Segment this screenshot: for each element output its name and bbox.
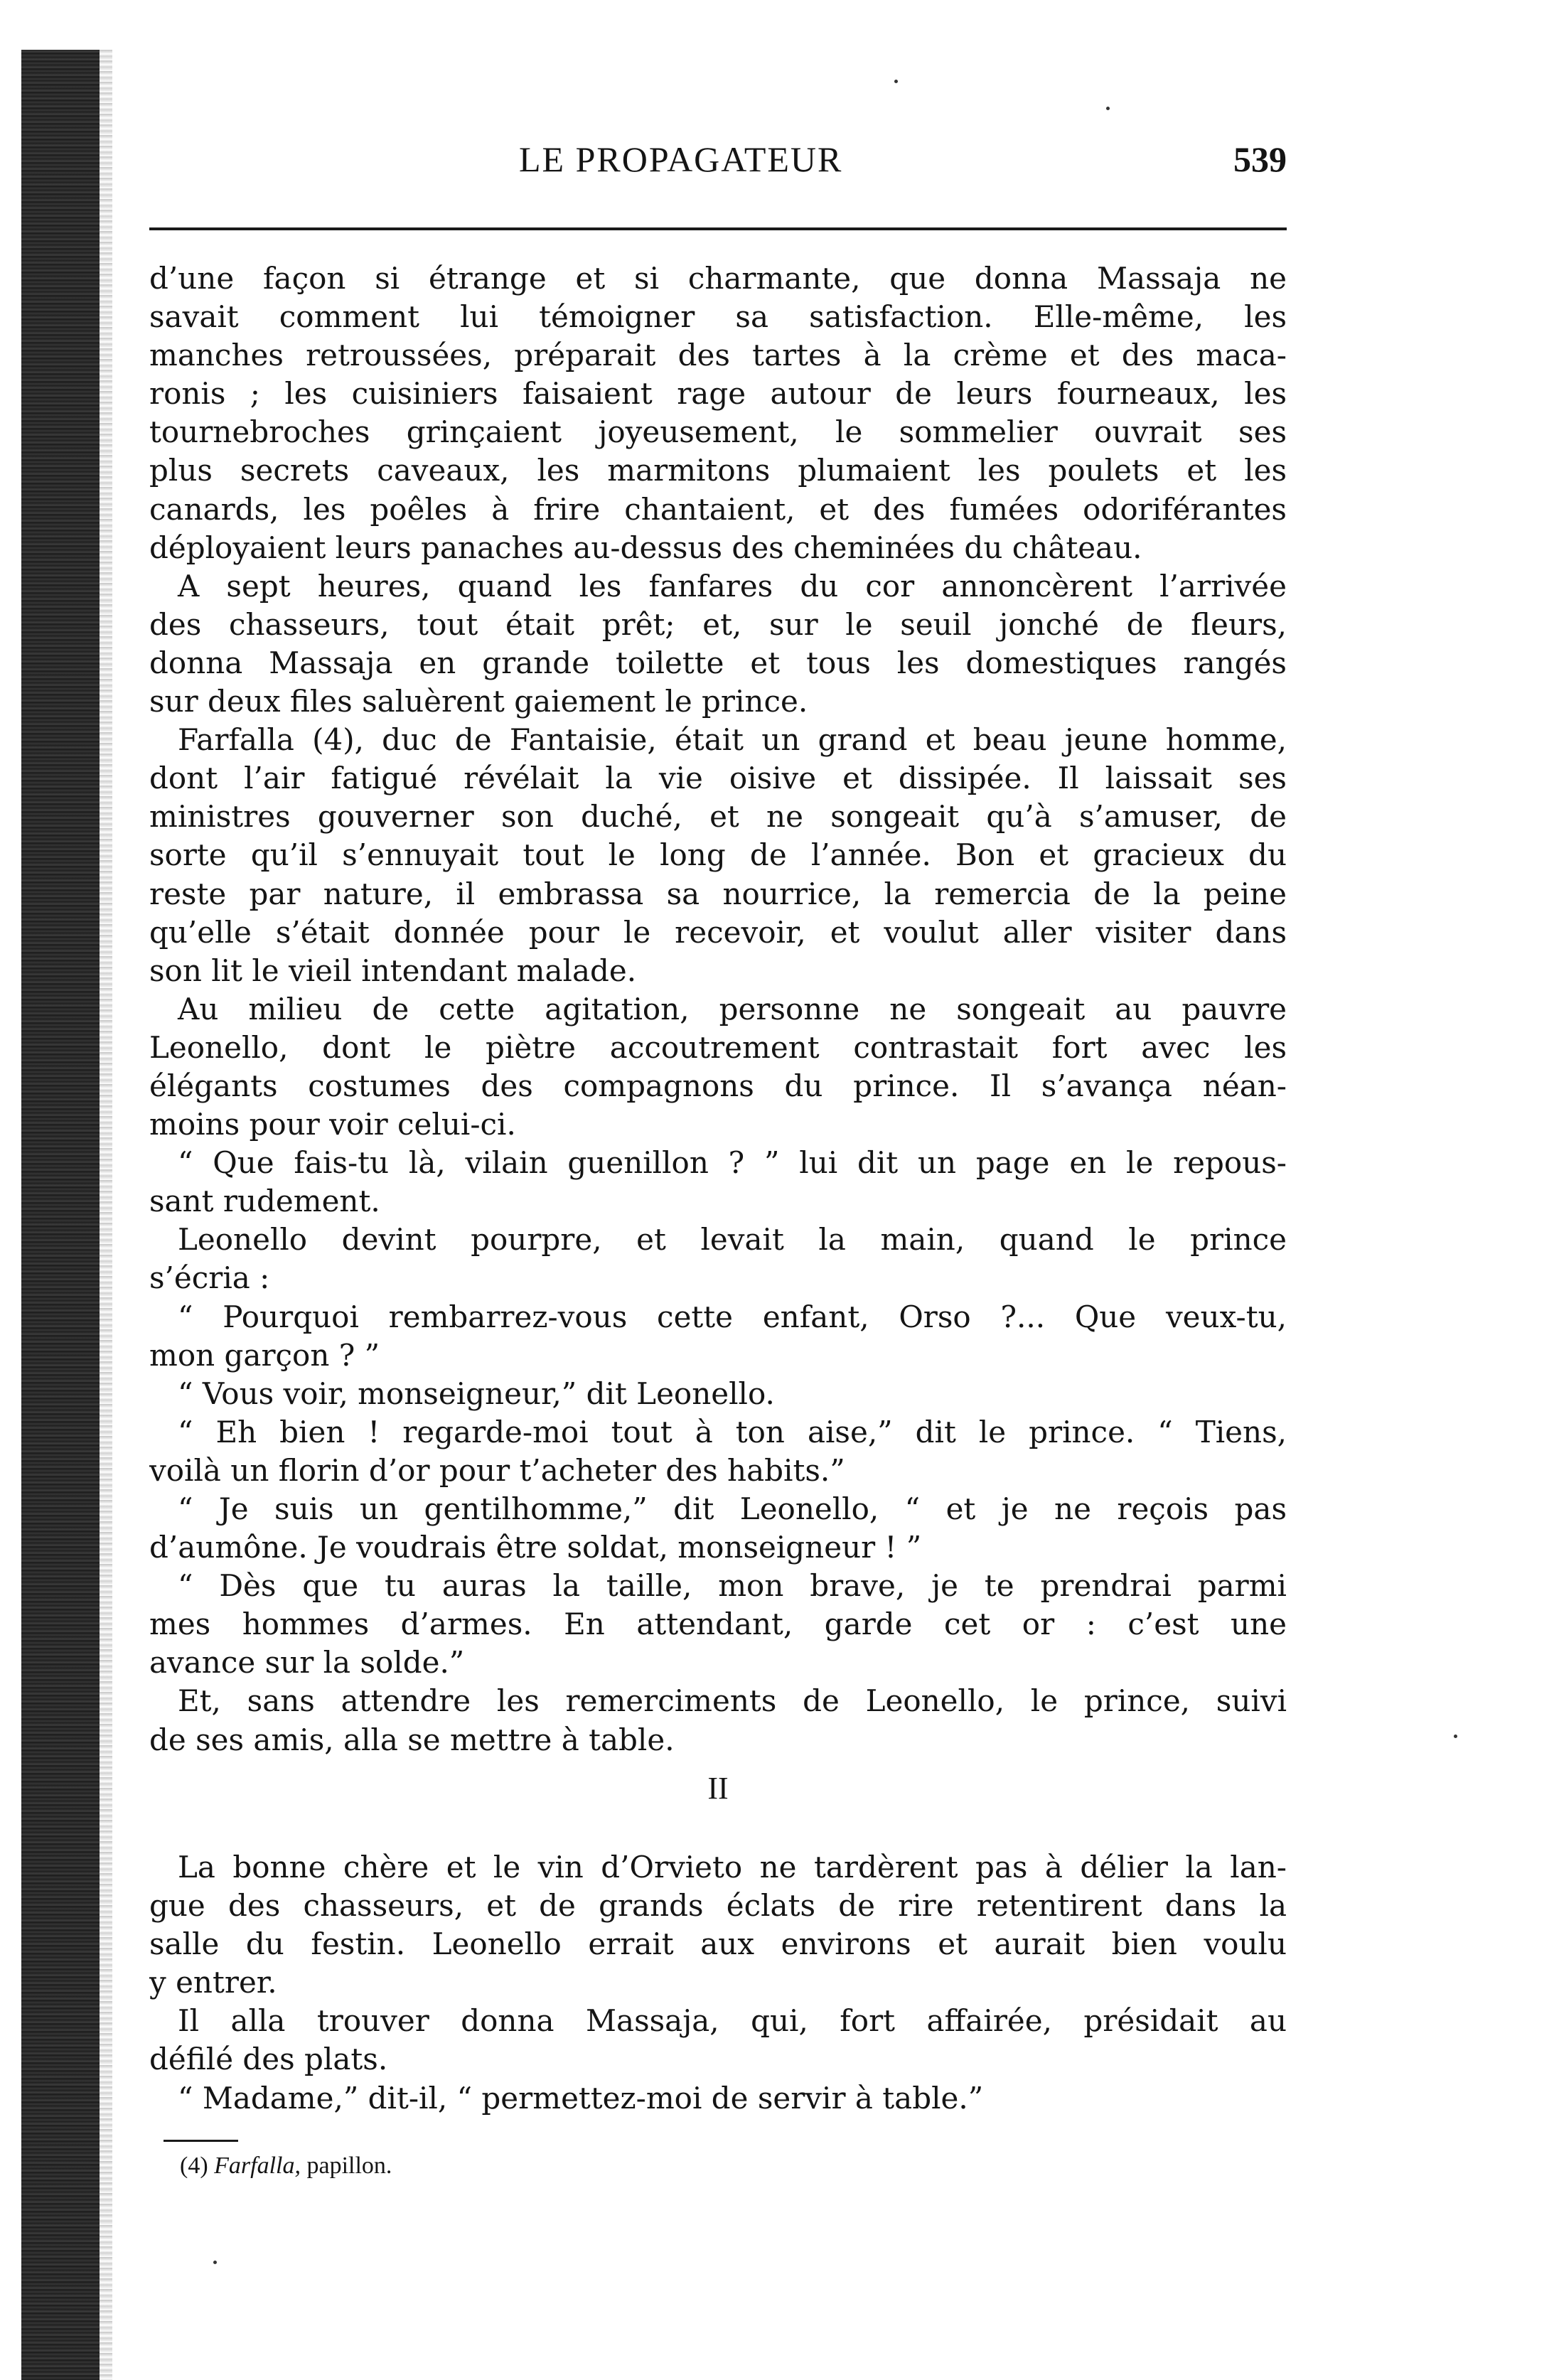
paragraph [149, 1567, 1287, 1682]
text-line: Il alla trouver donna Massaja, qui, fort affairée, présidait au [178, 2003, 1287, 2039]
paragraph [149, 1848, 1287, 2002]
text-line: moins pour voir celui-ci. [149, 1107, 516, 1142]
scan-binding-edge [21, 50, 100, 2380]
text-line: voilà un florin d’or pour t’acheter des habits.” [149, 1452, 845, 1488]
text-line: de ses amis, alla se mettre à table. [149, 1722, 675, 1757]
text-line: Au milieu de cette agitation, personne ne songeait au pauvre [178, 991, 1287, 1026]
paragraph [149, 1221, 1287, 1297]
footnote-definition: papillon. [306, 2153, 392, 2179]
paragraph [149, 1144, 1287, 1221]
text-line: “ Eh bien ! regarde-moi tout à ton aise,” dit le prince. “ Tiens, [178, 1414, 1287, 1449]
paragraph [149, 2079, 1287, 2118]
text-line: “ Dès que tu auras la taille, mon brave, je te prendrai parmi [178, 1568, 1287, 1604]
footnote [180, 2153, 392, 2180]
text-line: son lit le vieil intendant malade. [149, 953, 637, 988]
text-line: des chasseurs, tout était prêt; et, sur le seuil jonché de fleurs, [149, 606, 1287, 642]
text-line: Leonello, dont le piètre accoutrement contrastait fort avec les [149, 1029, 1287, 1065]
text-line: d’une façon si étrange et si charmante, que donna Massaja ne [149, 261, 1287, 296]
text-line: Et, sans attendre les remerciments de Leonello, le prince, suivi [178, 1683, 1287, 1719]
body-text-part-2 [149, 1848, 1287, 2118]
scan-speck [1106, 107, 1110, 110]
text-line: mes hommes d’armes. En attendant, garde cet or : c’est une [149, 1607, 1287, 1642]
scan-speck [894, 80, 898, 83]
text-line: y entrer. [149, 1965, 277, 2000]
footnote-marker: (4) [180, 2153, 208, 2179]
paragraph [149, 2002, 1287, 2079]
paragraph [149, 990, 1287, 1144]
text-line: déployaient leurs panaches au-dessus des cheminées du château. [149, 530, 1142, 565]
journal-title: LE PROPAGATEUR [519, 139, 843, 179]
paragraph [149, 259, 1287, 567]
text-line: sorte qu’il s’ennuyait tout le long de l’année. Bon et gracieux du [149, 837, 1287, 873]
body-text-part-1 [149, 259, 1287, 1759]
text-line: canards, les poêles à frire chantaient, et des fumées odoriférantes [149, 491, 1287, 527]
text-line: ministres gouverner son duché, et ne songeait qu’à s’amuser, de [149, 799, 1287, 835]
text-line: “ Vous voir, monseigneur,” dit Leonello. [178, 1376, 775, 1411]
paragraph [149, 721, 1287, 990]
section-heading: II [707, 1771, 729, 1806]
footnote-term: Farfalla, [214, 2153, 301, 2179]
text-line: “ Que fais-tu là, vilain guenillon ? ” lui dit un page en le repous- [178, 1145, 1287, 1181]
text-line: donna Massaja en grande toilette et tous les domestiques rangés [149, 645, 1287, 680]
paragraph [149, 1298, 1287, 1375]
text-line: sur deux files saluèrent gaiement le prince. [149, 684, 808, 719]
text-line: Farfalla (4), duc de Fantaisie, était un grand et beau jeune homme, [178, 722, 1287, 758]
text-line: La bonne chère et le vin d’Orvieto ne tardèrent pas à délier la lan- [178, 1850, 1287, 1885]
text-line: plus secrets caveaux, les marmitons plumaient les poulets et les [149, 453, 1287, 488]
running-header [149, 139, 1287, 195]
text-line: élégants costumes des compagnons du prince. Il s’avança néan- [149, 1068, 1287, 1103]
text-line: reste par nature, il embrassa sa nourrice, la remercia de la peine [149, 876, 1287, 911]
text-line: “ Pourquoi rembarrez-vous cette enfant, Orso ?... Que veux-tu, [178, 1299, 1287, 1334]
text-line: manches retroussées, préparait des tartes à la crème et des maca- [149, 338, 1287, 373]
text-line: “ Madame,” dit-il, “ permettez-moi de servir à table.” [178, 2080, 984, 2116]
paragraph [149, 1413, 1287, 1490]
text-line: dont l’air fatigué révélait la vie oisive et dissipée. Il laissait ses [149, 761, 1287, 796]
scan-speck [213, 2261, 217, 2264]
footnote-rule [164, 2140, 238, 2142]
text-line: mon garçon ? ” [149, 1337, 380, 1373]
text-line: gue des chasseurs, et de grands éclats de rire retentirent dans la [149, 1888, 1287, 1924]
scan-speck [1454, 1735, 1457, 1738]
text-line: qu’elle s’était donnée pour le recevoir, et voulut aller visiter dans [149, 914, 1287, 950]
header-rule [149, 227, 1287, 230]
paragraph [149, 1490, 1287, 1567]
paragraph [149, 567, 1287, 721]
text-line: A sept heures, quand les fanfares du cor annoncèrent l’arrivée [178, 568, 1287, 604]
text-line: salle du festin. Leonello errait aux environs et aurait bien voulu [149, 1926, 1287, 1962]
text-line: “ Je suis un gentilhomme,” dit Leonello, “ et je ne reçois pas [178, 1491, 1287, 1526]
paragraph [149, 1375, 1287, 1413]
text-line: défilé des plats. [149, 2042, 388, 2077]
text-line: s’écria : [149, 1260, 270, 1296]
page-number: 539 [1233, 139, 1287, 179]
paragraph [149, 1682, 1287, 1759]
text-line: sant rudement. [149, 1184, 380, 1219]
text-line: avance sur la solde.” [149, 1645, 465, 1681]
text-line: Leonello devint pourpre, et levait la main, quand le prince [178, 1222, 1287, 1258]
text-line: ronis ; les cuisiniers faisaient rage autour de leurs fourneaux, les [149, 376, 1287, 412]
text-line: tournebroches grinçaient joyeusement, le sommelier ouvrait ses [149, 414, 1287, 450]
text-line: d’aumône. Je voudrais être soldat, monseigneur ! ” [149, 1530, 922, 1565]
text-line: savait comment lui témoigner sa satisfaction. Elle-même, les [149, 299, 1287, 335]
